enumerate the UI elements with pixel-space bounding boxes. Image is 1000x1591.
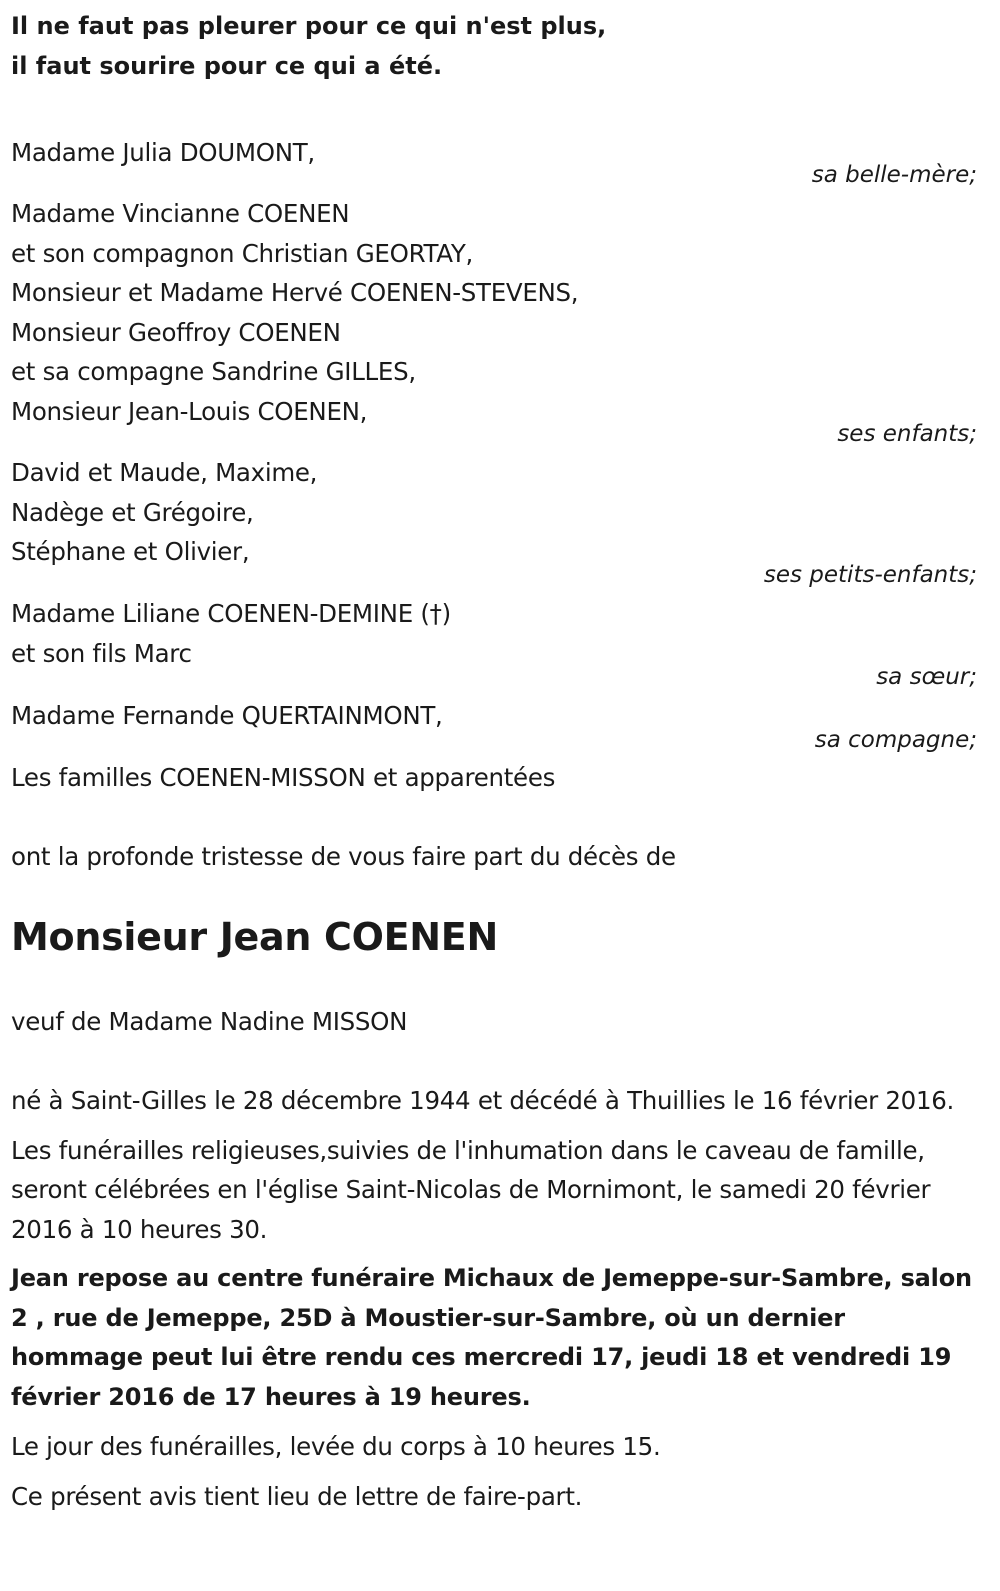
- details-block: [11, 1081, 977, 1516]
- family-name-line: Stéphane et Olivier,: [11, 537, 250, 566]
- relation-label: sa compagne;: [814, 727, 977, 753]
- family-group: [11, 453, 977, 588]
- relation-label: ses petits-enfants;: [763, 562, 977, 588]
- deceased-name: Monsieur Jean COENEN: [11, 915, 498, 959]
- families-line-block: [11, 758, 977, 798]
- widower-line: veuf de Madame Nadine MISSON: [11, 1007, 408, 1036]
- widower-block: [11, 1002, 977, 1042]
- verse-line: il faut sourire pour ce qui a été.: [11, 52, 443, 80]
- announcement-block: [11, 837, 977, 877]
- family-name-line: Monsieur Jean-Louis COENEN,: [11, 396, 368, 426]
- closing-paragraph: Ce présent avis tient lieu de lettre de faire-part.: [11, 1481, 583, 1511]
- verse-line: Il ne faut pas pleurer pour ce qui n'est plus,: [11, 12, 607, 40]
- family-name-line: Madame Fernande QUERTAINMONT,: [11, 701, 443, 730]
- relation-label: sa belle-mère;: [811, 162, 977, 188]
- family-group: [11, 194, 977, 447]
- family-name-line: Monsieur et Madame Hervé COENEN-STEVENS,: [11, 278, 579, 307]
- family-name-line: Madame Vincianne COENEN: [11, 199, 350, 228]
- family-name-line: David et Maude, Maxime,: [11, 458, 318, 487]
- body-lifting-paragraph: Le jour des funérailles, levée du corps à 10 heures 15.: [11, 1432, 661, 1461]
- deceased-block: [11, 912, 977, 962]
- relation-label: sa sœur;: [876, 664, 977, 690]
- families-line: Les familles COENEN-MISSON et apparentées: [11, 763, 556, 792]
- relation-label: ses enfants;: [837, 421, 977, 447]
- family-name-line: Nadège et Grégoire,: [11, 497, 254, 527]
- funeral-paragraph: Les funérailles religieuses,suivies de l'inhumation dans le caveau de famille, seront célébrées en l'église Saint-Nicolas de Mornimont, le samedi 20 février 2016 à 10 heures 30.: [11, 1135, 931, 1244]
- family-group: [11, 594, 977, 690]
- announcement-line: ont la profonde tristesse de vous faire part du décès de: [11, 842, 676, 871]
- family-name-line: et son compagnon Christian GEORTAY,: [11, 238, 473, 268]
- verse: [11, 8, 977, 84]
- family-group: [11, 696, 977, 753]
- family-group: [11, 133, 977, 188]
- family-name-line: et son fils Marc: [11, 638, 192, 668]
- visitation-paragraph: Jean repose au centre funéraire Michaux de Jemeppe-sur-Sambre, salon 2 , rue de Jemeppe, 25D à Moustier-sur-Sambre, où un dernier hommage peut lui être rendu ces mercredi 17, jeudi 18 et vendredi 19 février 2016 de 17 heures à 19 heures.: [11, 1264, 972, 1411]
- family-name-line: Madame Liliane COENEN-DEMINE (†): [11, 599, 451, 628]
- family-name-line: Madame Julia DOUMONT,: [11, 138, 315, 167]
- birth-death-paragraph: né à Saint-Gilles le 28 décembre 1944 et décédé à Thuillies le 16 février 2016.: [11, 1086, 955, 1115]
- family-name-line: Monsieur Geoffroy COENEN: [11, 317, 341, 347]
- family-name-line: et sa compagne Sandrine GILLES,: [11, 357, 416, 386]
